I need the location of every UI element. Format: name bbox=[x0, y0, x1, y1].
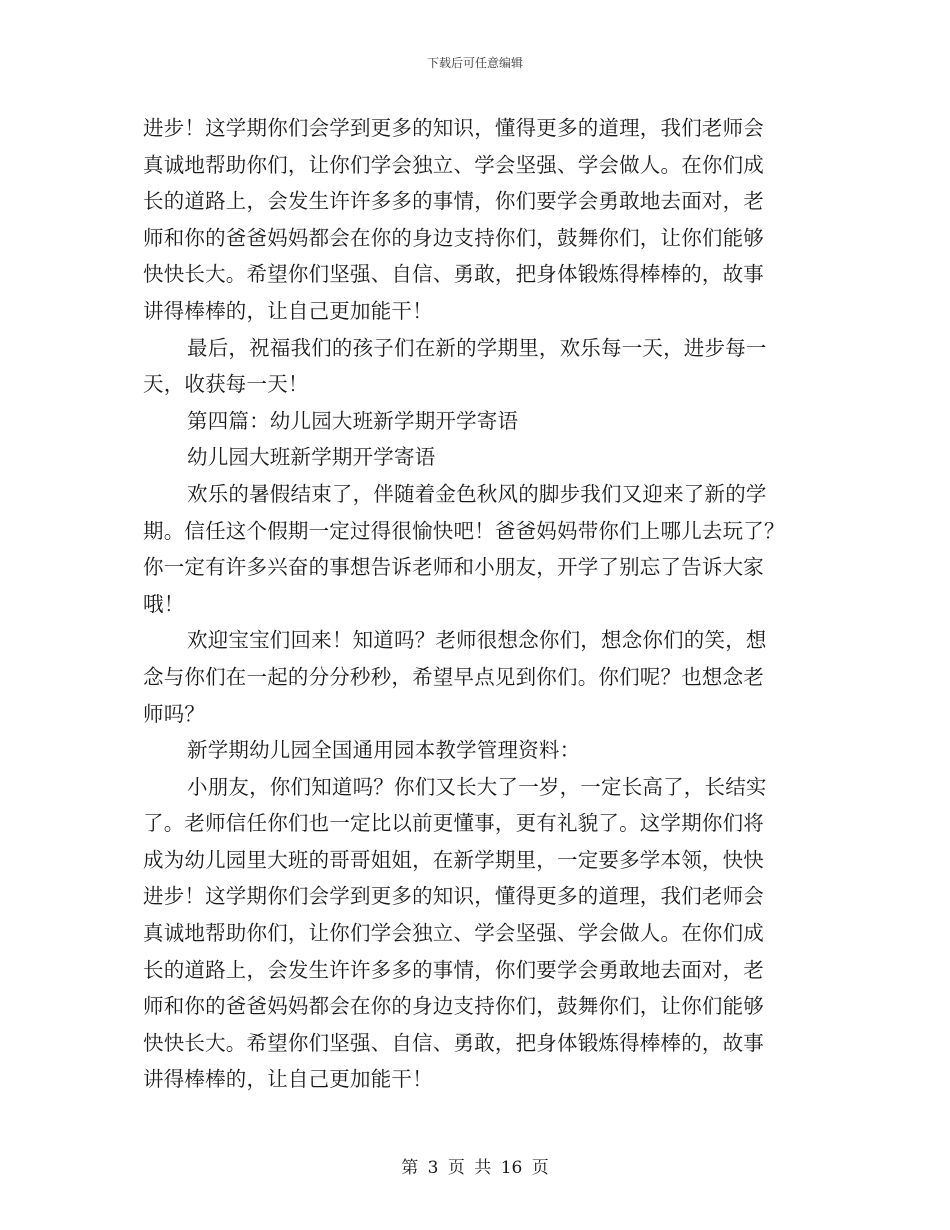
document-body bbox=[143, 110, 808, 1098]
text-line: 长的道路上，会发生许许多多的事情，你们要学会勇敢地去面对，老 bbox=[143, 189, 764, 214]
text-line: 进步！这学期你们会学到更多的知识，懂得更多的道理，我们老师会 bbox=[143, 116, 764, 140]
text-line: 小朋友，你们知道吗？你们又长大了一岁，一定长高了，长结实 bbox=[187, 774, 767, 799]
text-line: 新学期幼儿园全国通用园本教学管理资料： bbox=[187, 738, 581, 763]
text-line: 真诚地帮助你们，让你们学会独立、学会坚强、学会做人。在你们成 bbox=[143, 921, 764, 946]
text-line: 第四篇：幼儿园大班新学期开学寄语 bbox=[187, 408, 519, 433]
footer-suffix: 页 bbox=[531, 1158, 549, 1178]
text-line: 师吗？ bbox=[143, 701, 206, 726]
text-line: 欢迎宝宝们回来！知道吗？老师很想念你们，想念你们的笑，想 bbox=[187, 628, 767, 653]
text-line: 哦！ bbox=[143, 591, 185, 616]
text-line: 快快长大。希望你们坚强、自信、勇敢，把身体锻炼得棒棒的，故事 bbox=[143, 1030, 764, 1055]
text-line: 讲得棒棒的，让自己更加能干！ bbox=[143, 1067, 433, 1092]
text-line: 幼儿园大班新学期开学寄语 bbox=[187, 445, 436, 470]
text-line: 了。老师信任你们也一定比以前更懂事，更有礼貌了。这学期你们将 bbox=[143, 811, 764, 836]
text-line: 讲得棒棒的，让自己更加能干！ bbox=[143, 298, 433, 323]
footer-prefix: 第 bbox=[401, 1158, 419, 1178]
text-line: 念与你们在一起的分分秒秒，希望早点见到你们。你们呢？也想念老 bbox=[143, 664, 764, 689]
text-line: 你一定有许多兴奋的事想告诉老师和小朋友，开学了别忘了告诉大家 bbox=[143, 555, 764, 580]
text-line: 师和你的爸爸妈妈都会在你的身边支持你们，鼓舞你们，让你们能够 bbox=[143, 994, 764, 1019]
header-note: 下载后可任意编辑 bbox=[426, 56, 523, 70]
footer-middle: 页 共 bbox=[447, 1158, 492, 1178]
page-number: 3 bbox=[427, 1158, 439, 1178]
text-line: 真诚地帮助你们，让你们学会独立、学会坚强、学会做人。在你们成 bbox=[143, 152, 764, 177]
text-line: 最后，祝福我们的孩子们在新的学期里，欢乐每一天，进步每一 bbox=[187, 335, 767, 360]
text-line: 欢乐的暑假结束了，伴随着金色秋风的脚步我们又迎来了新的学 bbox=[187, 481, 767, 506]
page-footer bbox=[0, 1153, 950, 1178]
text-line: 长的道路上，会发生许许多多的事情，你们要学会勇敢地去面对，老 bbox=[143, 957, 764, 982]
text-line: 进步！这学期你们会学到更多的知识，懂得更多的道理，我们老师会 bbox=[143, 884, 764, 909]
text-line: 快快长大。希望你们坚强、自信、勇敢，把身体锻炼得棒棒的，故事 bbox=[143, 262, 764, 287]
text-line: 师和你的爸爸妈妈都会在你的身边支持你们，鼓舞你们，让你们能够 bbox=[143, 225, 764, 250]
text-line: 成为幼儿园里大班的哥哥姐姐，在新学期里，一定要多学本领，快快 bbox=[143, 847, 764, 872]
text-line: 天，收获每一天！ bbox=[143, 372, 309, 397]
total-pages: 16 bbox=[500, 1158, 523, 1178]
text-line: 期。信任这个假期一定过得很愉快吧！爸爸妈妈带你们上哪儿去玩了？ bbox=[143, 518, 785, 543]
